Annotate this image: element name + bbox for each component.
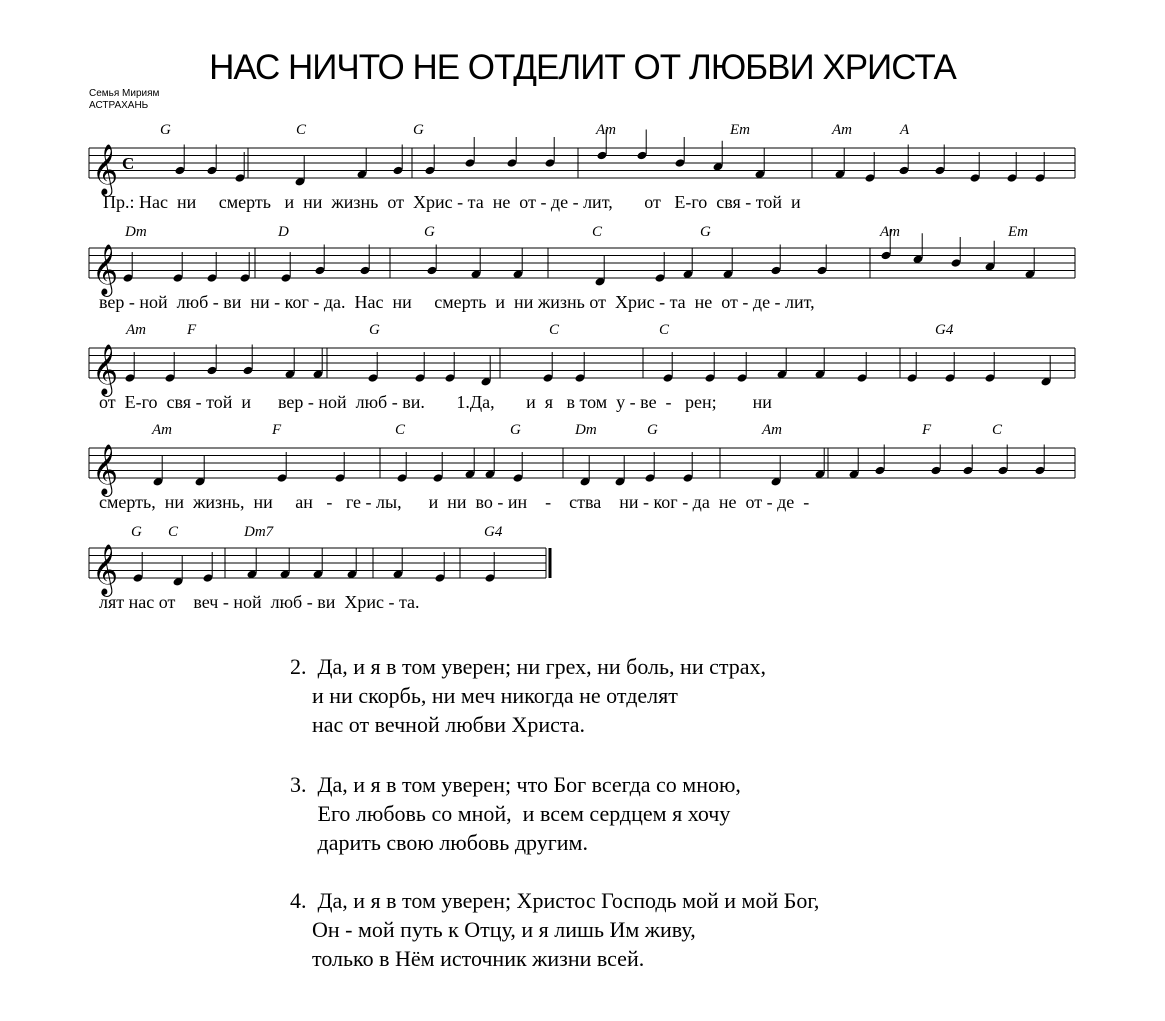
verse-line: 2. Да, и я в том уверен; ни грех, ни боль, ни страх, [290,654,767,679]
lyrics-line: вер - ной люб - ви ни - ког - да. Нас ни смерть и ни жизнь от Хрис - та не от - де - лит, [99,292,815,312]
verse-line: дарить свою любовь другим. [290,830,588,855]
chord-symbol: Em [1008,224,1028,240]
chord-symbol: G4 [484,524,503,540]
chord-symbol: Am [832,122,852,138]
credit-author: Семья Мириям [89,88,160,99]
chord-symbol: Dm7 [244,524,274,540]
chord-symbol: F [187,322,197,338]
lyrics-line: Пр.: Нас ни смерть и ни жизнь от Хрис - та не от - де - лит, от Е-го свя - той и [103,192,801,212]
verse-line: только в Нём источник жизни всей. [290,946,645,971]
music-system [89,524,550,612]
chord-symbol: Dm [575,422,597,438]
lyrics-line: от Е-го свя - той и вер - ной люб - ви. 1.Да, и я в том у - ве - рен; ни [99,392,772,412]
music-system [89,322,1075,412]
time-signature: C [122,154,135,173]
chord-symbol: G [700,224,711,240]
verse-line: нас от вечной любви Христа. [290,712,586,737]
treble-clef-icon: 𝄞 [92,544,119,595]
chord-symbol: C [296,122,307,138]
chord-symbol: G [510,422,521,438]
chord-symbol: D [278,224,289,240]
chord-symbol: C [549,322,560,338]
chord-symbol: Em [730,122,750,138]
verse-line: 4. Да, и я в том уверен; Христос Господь мой и мой Бог, [290,888,820,913]
verse-line: Он - мой путь к Отцу, и я лишь Им живу, [290,917,696,942]
treble-clef-icon: 𝄞 [92,444,119,495]
chord-symbol: C [395,422,406,438]
chord-symbol: G [160,122,171,138]
chord-symbol: Am [762,422,782,438]
verse-line: 3. Да, и я в том уверен; что Бог всегда со мною, [290,772,741,797]
music-system [89,422,1075,512]
chord-symbol: F [272,422,282,438]
chord-symbol: G [131,524,142,540]
chord-symbol: Am [126,322,146,338]
music-system [89,122,1075,212]
lyrics-line: смерть, ни жизнь, ни ан - ге - лы, и ни во - ин - ства ни - ког - да не от - де - [99,492,810,512]
chord-symbol: C [592,224,603,240]
treble-clef-icon: 𝄞 [92,144,119,195]
credit-city: АСТРАХАНЬ [89,100,149,111]
treble-clef-icon: 𝄞 [92,244,119,295]
chord-symbol: G [424,224,435,240]
verse-3 [290,770,741,857]
chord-symbol: G [369,322,380,338]
chord-symbol: Am [880,224,900,240]
treble-clef-icon: 𝄞 [92,344,119,395]
lyrics-line: лят нас от веч - ной люб - ви Хрис - та. [99,592,420,612]
chord-symbol: F [922,422,932,438]
verse-line: и ни скорбь, ни меч никогда не отделят [290,683,678,708]
verse-4 [290,886,819,973]
verse-2 [290,652,766,739]
chord-symbol: C [992,422,1003,438]
chord-symbol: G [647,422,658,438]
chord-symbol: Am [596,122,616,138]
verse-line: Его любовь со мной, и всем сердцем я хочу [290,801,731,826]
song-title: НАС НИЧТО НЕ ОТДЕЛИТ ОТ ЛЮБВИ ХРИСТА [209,48,956,87]
chord-symbol: Am [152,422,172,438]
chord-symbol: C [659,322,670,338]
music-system [89,224,1075,312]
chord-symbol: G [413,122,424,138]
chord-symbol: C [168,524,179,540]
chord-symbol: A [900,122,910,138]
chord-symbol: Dm [125,224,147,240]
chord-symbol: G4 [935,322,954,338]
